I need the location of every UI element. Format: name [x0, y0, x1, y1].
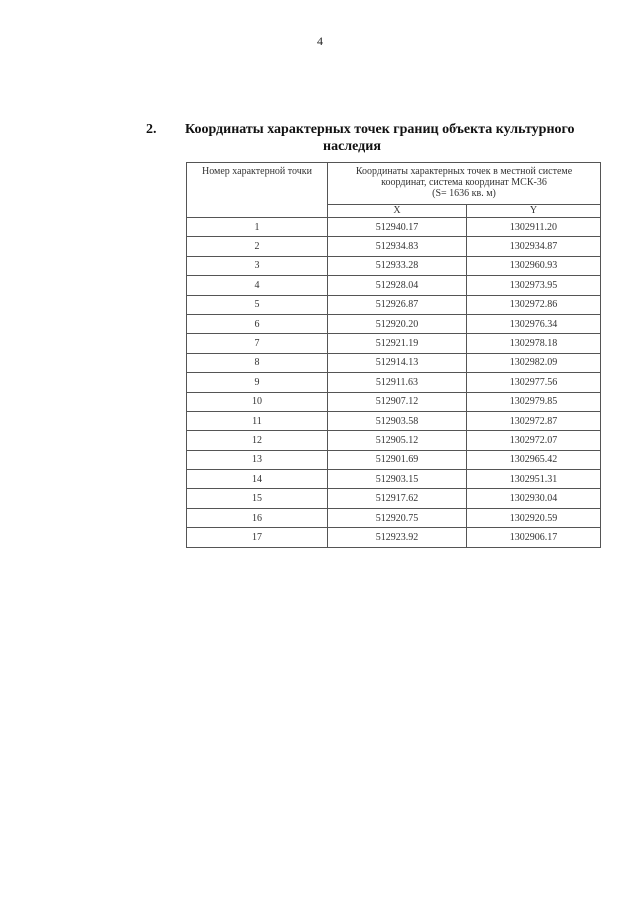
cell-point-number: 7 [187, 334, 328, 353]
cell-x: 512914.13 [328, 353, 467, 372]
cell-point-number: 11 [187, 411, 328, 430]
cell-point-number: 1 [187, 218, 328, 237]
table-row [187, 237, 601, 256]
table-row [187, 411, 601, 430]
cell-point-number: 8 [187, 353, 328, 372]
cell-x: 512920.75 [328, 508, 467, 527]
table-row [187, 450, 601, 469]
cell-y: 1302920.59 [467, 508, 601, 527]
table-row [187, 508, 601, 527]
cell-x: 512921.19 [328, 334, 467, 353]
table-row [187, 353, 601, 372]
table-row [187, 334, 601, 353]
cell-y: 1302960.93 [467, 256, 601, 275]
cell-x: 512934.83 [328, 237, 467, 256]
cell-x: 512928.04 [328, 276, 467, 295]
cell-point-number: 3 [187, 256, 328, 275]
cell-y: 1302930.04 [467, 489, 601, 508]
cell-y: 1302951.31 [467, 470, 601, 489]
cell-x: 512911.63 [328, 373, 467, 392]
table-row [187, 314, 601, 333]
header-coords-line1: Координаты характерных точек в местной системе [355, 166, 573, 177]
header-coords-line3: (S= 1636 кв. м) [432, 188, 496, 199]
table-row [187, 276, 601, 295]
cell-point-number: 15 [187, 489, 328, 508]
cell-y: 1302973.95 [467, 276, 601, 295]
cell-point-number: 5 [187, 295, 328, 314]
cell-y: 1302979.85 [467, 392, 601, 411]
table-row [187, 489, 601, 508]
cell-y: 1302906.17 [467, 528, 601, 547]
cell-x: 512920.20 [328, 314, 467, 333]
cell-x: 512933.28 [328, 256, 467, 275]
cell-x: 512923.92 [328, 528, 467, 547]
cell-x: 512901.69 [328, 450, 467, 469]
cell-x: 512907.12 [328, 392, 467, 411]
cell-y: 1302934.87 [467, 237, 601, 256]
header-y: Y [467, 205, 601, 218]
cell-point-number: 10 [187, 392, 328, 411]
cell-y: 1302976.34 [467, 314, 601, 333]
cell-x: 512903.15 [328, 470, 467, 489]
header-x: X [328, 205, 467, 218]
cell-y: 1302982.09 [467, 353, 601, 372]
table-body [187, 218, 601, 548]
cell-y: 1302972.07 [467, 431, 601, 450]
section-title-line1: Координаты характерных точек границ объекта культурного [185, 122, 575, 137]
cell-point-number: 13 [187, 450, 328, 469]
table-row [187, 528, 601, 547]
section-title-line2: наследия [323, 139, 381, 154]
cell-y: 1302972.86 [467, 295, 601, 314]
cell-y: 1302911.20 [467, 218, 601, 237]
cell-point-number: 2 [187, 237, 328, 256]
header-point-number: Номер характерной точки [187, 163, 328, 218]
cell-point-number: 12 [187, 431, 328, 450]
cell-x: 512903.58 [328, 411, 467, 430]
cell-y: 1302977.56 [467, 373, 601, 392]
table-row [187, 373, 601, 392]
section-title [185, 121, 625, 155]
cell-x: 512917.62 [328, 489, 467, 508]
cell-y: 1302965.42 [467, 450, 601, 469]
cell-x: 512940.17 [328, 218, 467, 237]
header-coords-line2: координат, система координат МСК-36 [381, 177, 547, 188]
header-coordinates [328, 163, 601, 205]
cell-point-number: 9 [187, 373, 328, 392]
section-number: 2. [146, 122, 157, 137]
cell-point-number: 14 [187, 470, 328, 489]
page-number: 4 [317, 34, 323, 48]
cell-y: 1302972.87 [467, 411, 601, 430]
cell-x: 512926.87 [328, 295, 467, 314]
cell-point-number: 4 [187, 276, 328, 295]
table-row [187, 392, 601, 411]
table-row [187, 218, 601, 237]
coordinates-table [186, 162, 601, 548]
cell-x: 512905.12 [328, 431, 467, 450]
cell-point-number: 16 [187, 508, 328, 527]
cell-point-number: 6 [187, 314, 328, 333]
cell-point-number: 17 [187, 528, 328, 547]
table-row [187, 295, 601, 314]
table-row [187, 256, 601, 275]
cell-y: 1302978.18 [467, 334, 601, 353]
table-row [187, 470, 601, 489]
header-row [187, 163, 601, 205]
table-row [187, 431, 601, 450]
table-header [187, 163, 601, 218]
